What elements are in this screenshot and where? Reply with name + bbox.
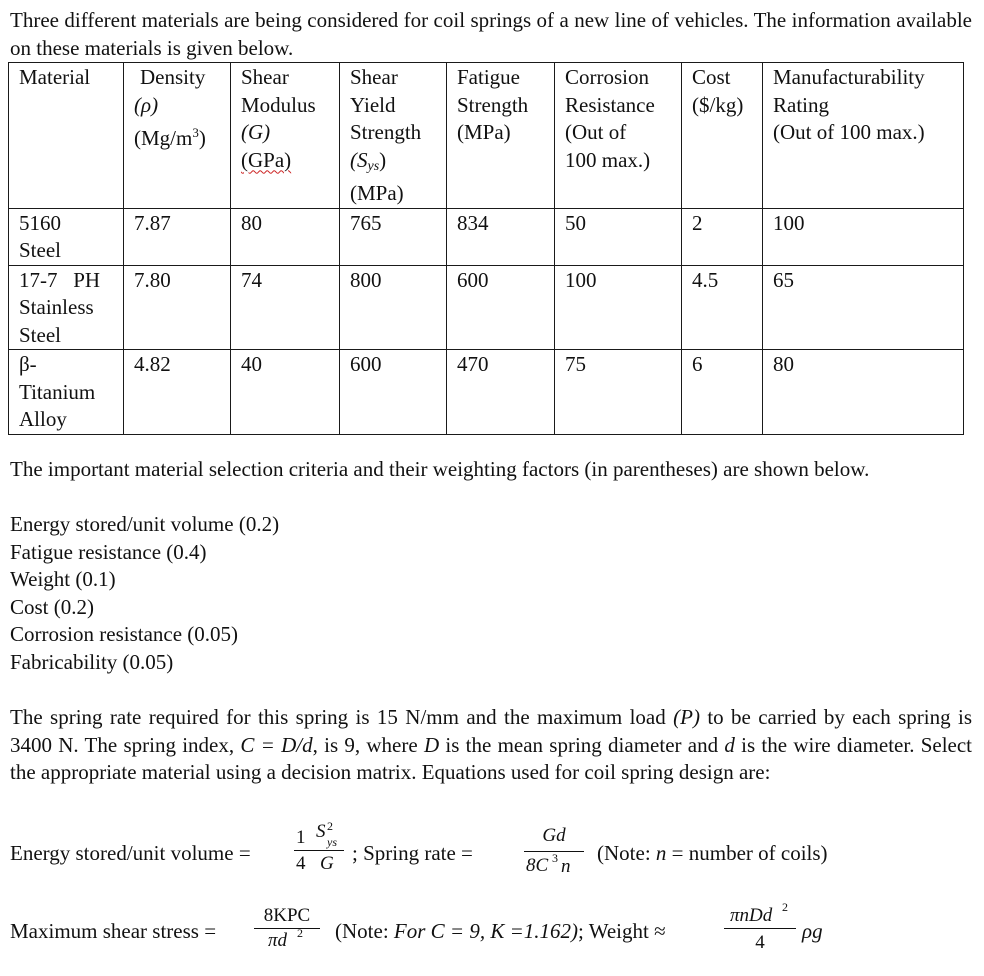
criteria-list bbox=[10, 511, 279, 676]
cell-density: 7.87 bbox=[124, 208, 231, 265]
spring-rate-label: ; Spring rate = bbox=[352, 841, 473, 865]
energy-fraction: 1 S 2 ys 4 G bbox=[294, 822, 344, 879]
spring-rate-fraction: Gd 8C 3 n bbox=[524, 822, 584, 880]
spring-paragraph: The spring rate required for this spring is 15 N/mm and the maximum load (P) to be carried by each spring is 3400 N. The spring index, C = D/d, is 9, where D is the mean spring diameter and d is the wire diameter. Select the appropriate material using a decision matrix. Equations used for coil spring design are: bbox=[10, 705, 973, 784]
header-cost: Cost ($/kg) bbox=[682, 63, 763, 209]
cell-cost: 6 bbox=[682, 350, 763, 435]
list-item: Fatigue resistance (0.4) bbox=[10, 539, 207, 564]
weight-fraction: πnDd 2 4 bbox=[724, 900, 796, 955]
table-row bbox=[9, 208, 964, 265]
header-manufacturability: Manufacturability Rating (Out of 100 max.) bbox=[763, 63, 964, 209]
intro-paragraph: Three different materials are being considered for coil springs of a new line of vehicles. The information available on these materials is given below. bbox=[10, 8, 972, 60]
header-material: Material bbox=[9, 63, 124, 209]
cell-manufacturability: 80 bbox=[763, 350, 964, 435]
note-coils: (Note: n = number of coils) bbox=[597, 841, 828, 865]
cell-material: β- Titanium Alloy bbox=[9, 350, 124, 435]
cell-shear-modulus: 40 bbox=[231, 350, 340, 435]
cell-density: 4.82 bbox=[124, 350, 231, 435]
list-item: Weight (0.1) bbox=[10, 567, 116, 591]
criteria-intro: The important material selection criteria and their weighting factors (in parentheses) are shown below. bbox=[10, 457, 870, 481]
cell-shear-modulus: 80 bbox=[231, 208, 340, 265]
cell-shear-modulus: 74 bbox=[231, 265, 340, 350]
list-item: Fabricability (0.05) bbox=[10, 649, 174, 674]
cell-fatigue: 470 bbox=[447, 350, 555, 435]
header-shear-yield: Shear Yield Strength $(S_{ys})$ (MPa) bbox=[340, 63, 447, 209]
materials-table bbox=[8, 62, 964, 435]
cell-shear-yield: 765 bbox=[340, 208, 447, 265]
header-corrosion: Corrosion Resistance (Out of 100 max.) bbox=[555, 63, 682, 209]
cell-manufacturability: 65 bbox=[763, 265, 964, 350]
cell-material: 17-7 PH Stainless Steel bbox=[9, 265, 124, 350]
cell-fatigue: 834 bbox=[447, 208, 555, 265]
cell-corrosion: 75 bbox=[555, 350, 682, 435]
cell-cost: 4.5 bbox=[682, 265, 763, 350]
cell-manufacturability: 100 bbox=[763, 208, 964, 265]
table-row bbox=[9, 265, 964, 350]
cell-shear-yield: 600 bbox=[340, 350, 447, 435]
list-item: Energy stored/unit volume (0.2) bbox=[10, 512, 280, 536]
cell-density: 7.80 bbox=[124, 265, 231, 350]
header-density: Density (ρ) $(Mg/m^3)$ bbox=[124, 63, 231, 209]
cell-corrosion: 50 bbox=[555, 208, 682, 265]
list-item: Corrosion resistance (0.05) bbox=[10, 622, 239, 646]
cell-cost: 2 bbox=[682, 208, 763, 265]
table-row bbox=[9, 350, 964, 435]
cell-fatigue: 600 bbox=[447, 265, 555, 350]
cell-material: 5160 Steel bbox=[9, 208, 124, 265]
note-k-weight: (Note: For C = 9, K =1.162); Weight ≈ bbox=[335, 919, 666, 943]
list-item: Cost (0.2) bbox=[10, 594, 94, 619]
max-shear-fraction: 8KPC πd 2 bbox=[254, 902, 320, 957]
weight-tail: ρg bbox=[802, 919, 823, 943]
cell-corrosion: 100 bbox=[555, 265, 682, 350]
header-fatigue: Fatigue Strength (MPa) bbox=[447, 63, 555, 209]
table-header-row bbox=[9, 63, 964, 209]
header-shear-modulus: Shear Modulus (G) (GPa) bbox=[231, 63, 340, 209]
max-shear-label: Maximum shear stress = bbox=[10, 919, 217, 943]
cell-shear-yield: 800 bbox=[340, 265, 447, 350]
energy-label: Energy stored/unit volume = bbox=[10, 841, 251, 865]
